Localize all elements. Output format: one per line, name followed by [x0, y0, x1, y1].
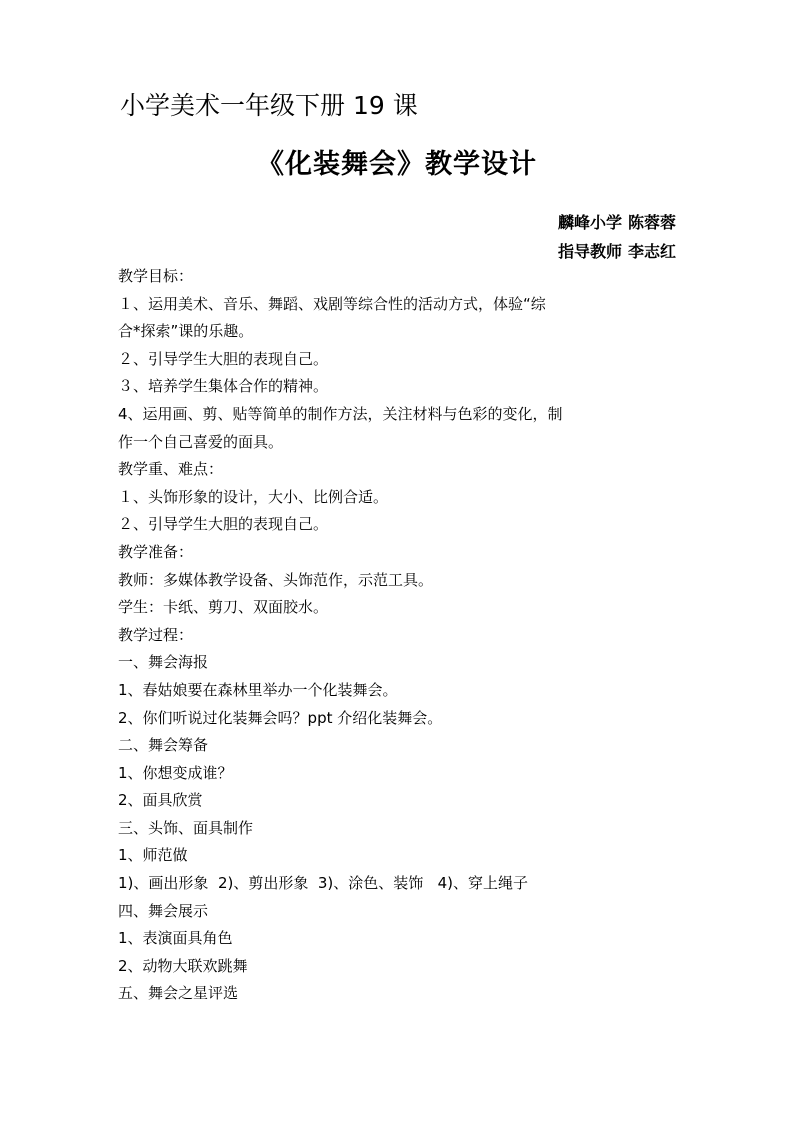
section-title: 三、头饰、面具制作: [118, 818, 254, 837]
section-item: 2、面具欣赏: [118, 791, 203, 810]
school-name: 麟峰小学: [557, 213, 622, 232]
author-line: [558, 208, 676, 237]
preparation-student: 学生：卡纸、剪刀、双面胶水。: [118, 598, 329, 617]
preparation-heading: 教学准备：: [118, 542, 194, 561]
objective-item: ２、引导学生大胆的表现自己。: [118, 349, 329, 368]
process-heading: 教学过程：: [118, 625, 194, 644]
step-item: 4)、穿上绳子: [437, 874, 528, 893]
section-item: 1、你想变成谁？: [118, 763, 233, 782]
step-item: 3)、涂色、装饰: [317, 874, 438, 893]
keypoints-heading: 教学重、难点：: [118, 460, 224, 479]
preparation-teacher: 教师：多媒体教学设备、头饰范作，示范工具。: [118, 570, 434, 589]
section-item: 1、师范做: [118, 846, 188, 865]
objective-item: ３、培养学生集体合作的精神。: [118, 377, 329, 396]
section-item: 2、你们听说过化装舞会吗？ppt 介绍化装舞会。: [118, 708, 443, 727]
lesson-title: 《化装舞会》教学设计: [257, 149, 537, 180]
section-item: 1、春姑娘要在森林里举办一个化装舞会。: [118, 680, 398, 699]
step-item: 1)、画出形象: [118, 874, 218, 893]
document-body: [118, 263, 678, 1008]
making-steps: [118, 870, 678, 898]
objective-item: 合*探索”课的乐趣。: [118, 322, 254, 341]
keypoint-item: ２、引导学生大胆的表现自己。: [118, 515, 329, 534]
section-title: 二、舞会筹备: [118, 736, 209, 755]
advisor-name: 李志红: [627, 242, 676, 261]
step-item: 2)、剪出形象: [217, 874, 318, 893]
advisor-line: [558, 237, 676, 266]
objective-item: １、运用美术、音乐、舞蹈、戏剧等综合性的活动方式，体验“综: [118, 294, 546, 313]
section-item: 1、表演面具角色: [118, 929, 233, 948]
objectives-heading: 教学目标：: [118, 267, 194, 285]
keypoint-item: １、头饰形象的设计，大小、比例合适。: [118, 487, 389, 506]
section-item: 2、动物大联欢跳舞: [118, 956, 248, 975]
objective-item: 4、运用画、剪、贴等简单的制作方法，关注材料与色彩的变化，制: [118, 404, 563, 423]
author-block: [558, 208, 676, 266]
teacher-name: 陈蓉蓉: [627, 213, 676, 232]
section-title: 一、舞会海报: [118, 653, 209, 672]
objective-item: 作一个自己喜爱的面具。: [118, 432, 284, 451]
course-line: 小学美术一年级下册 19 课: [120, 91, 418, 120]
advisor-label: 指导教师: [557, 242, 622, 261]
section-title: 四、舞会展示: [118, 901, 209, 920]
section-title: 五、舞会之星评选: [118, 984, 239, 1003]
